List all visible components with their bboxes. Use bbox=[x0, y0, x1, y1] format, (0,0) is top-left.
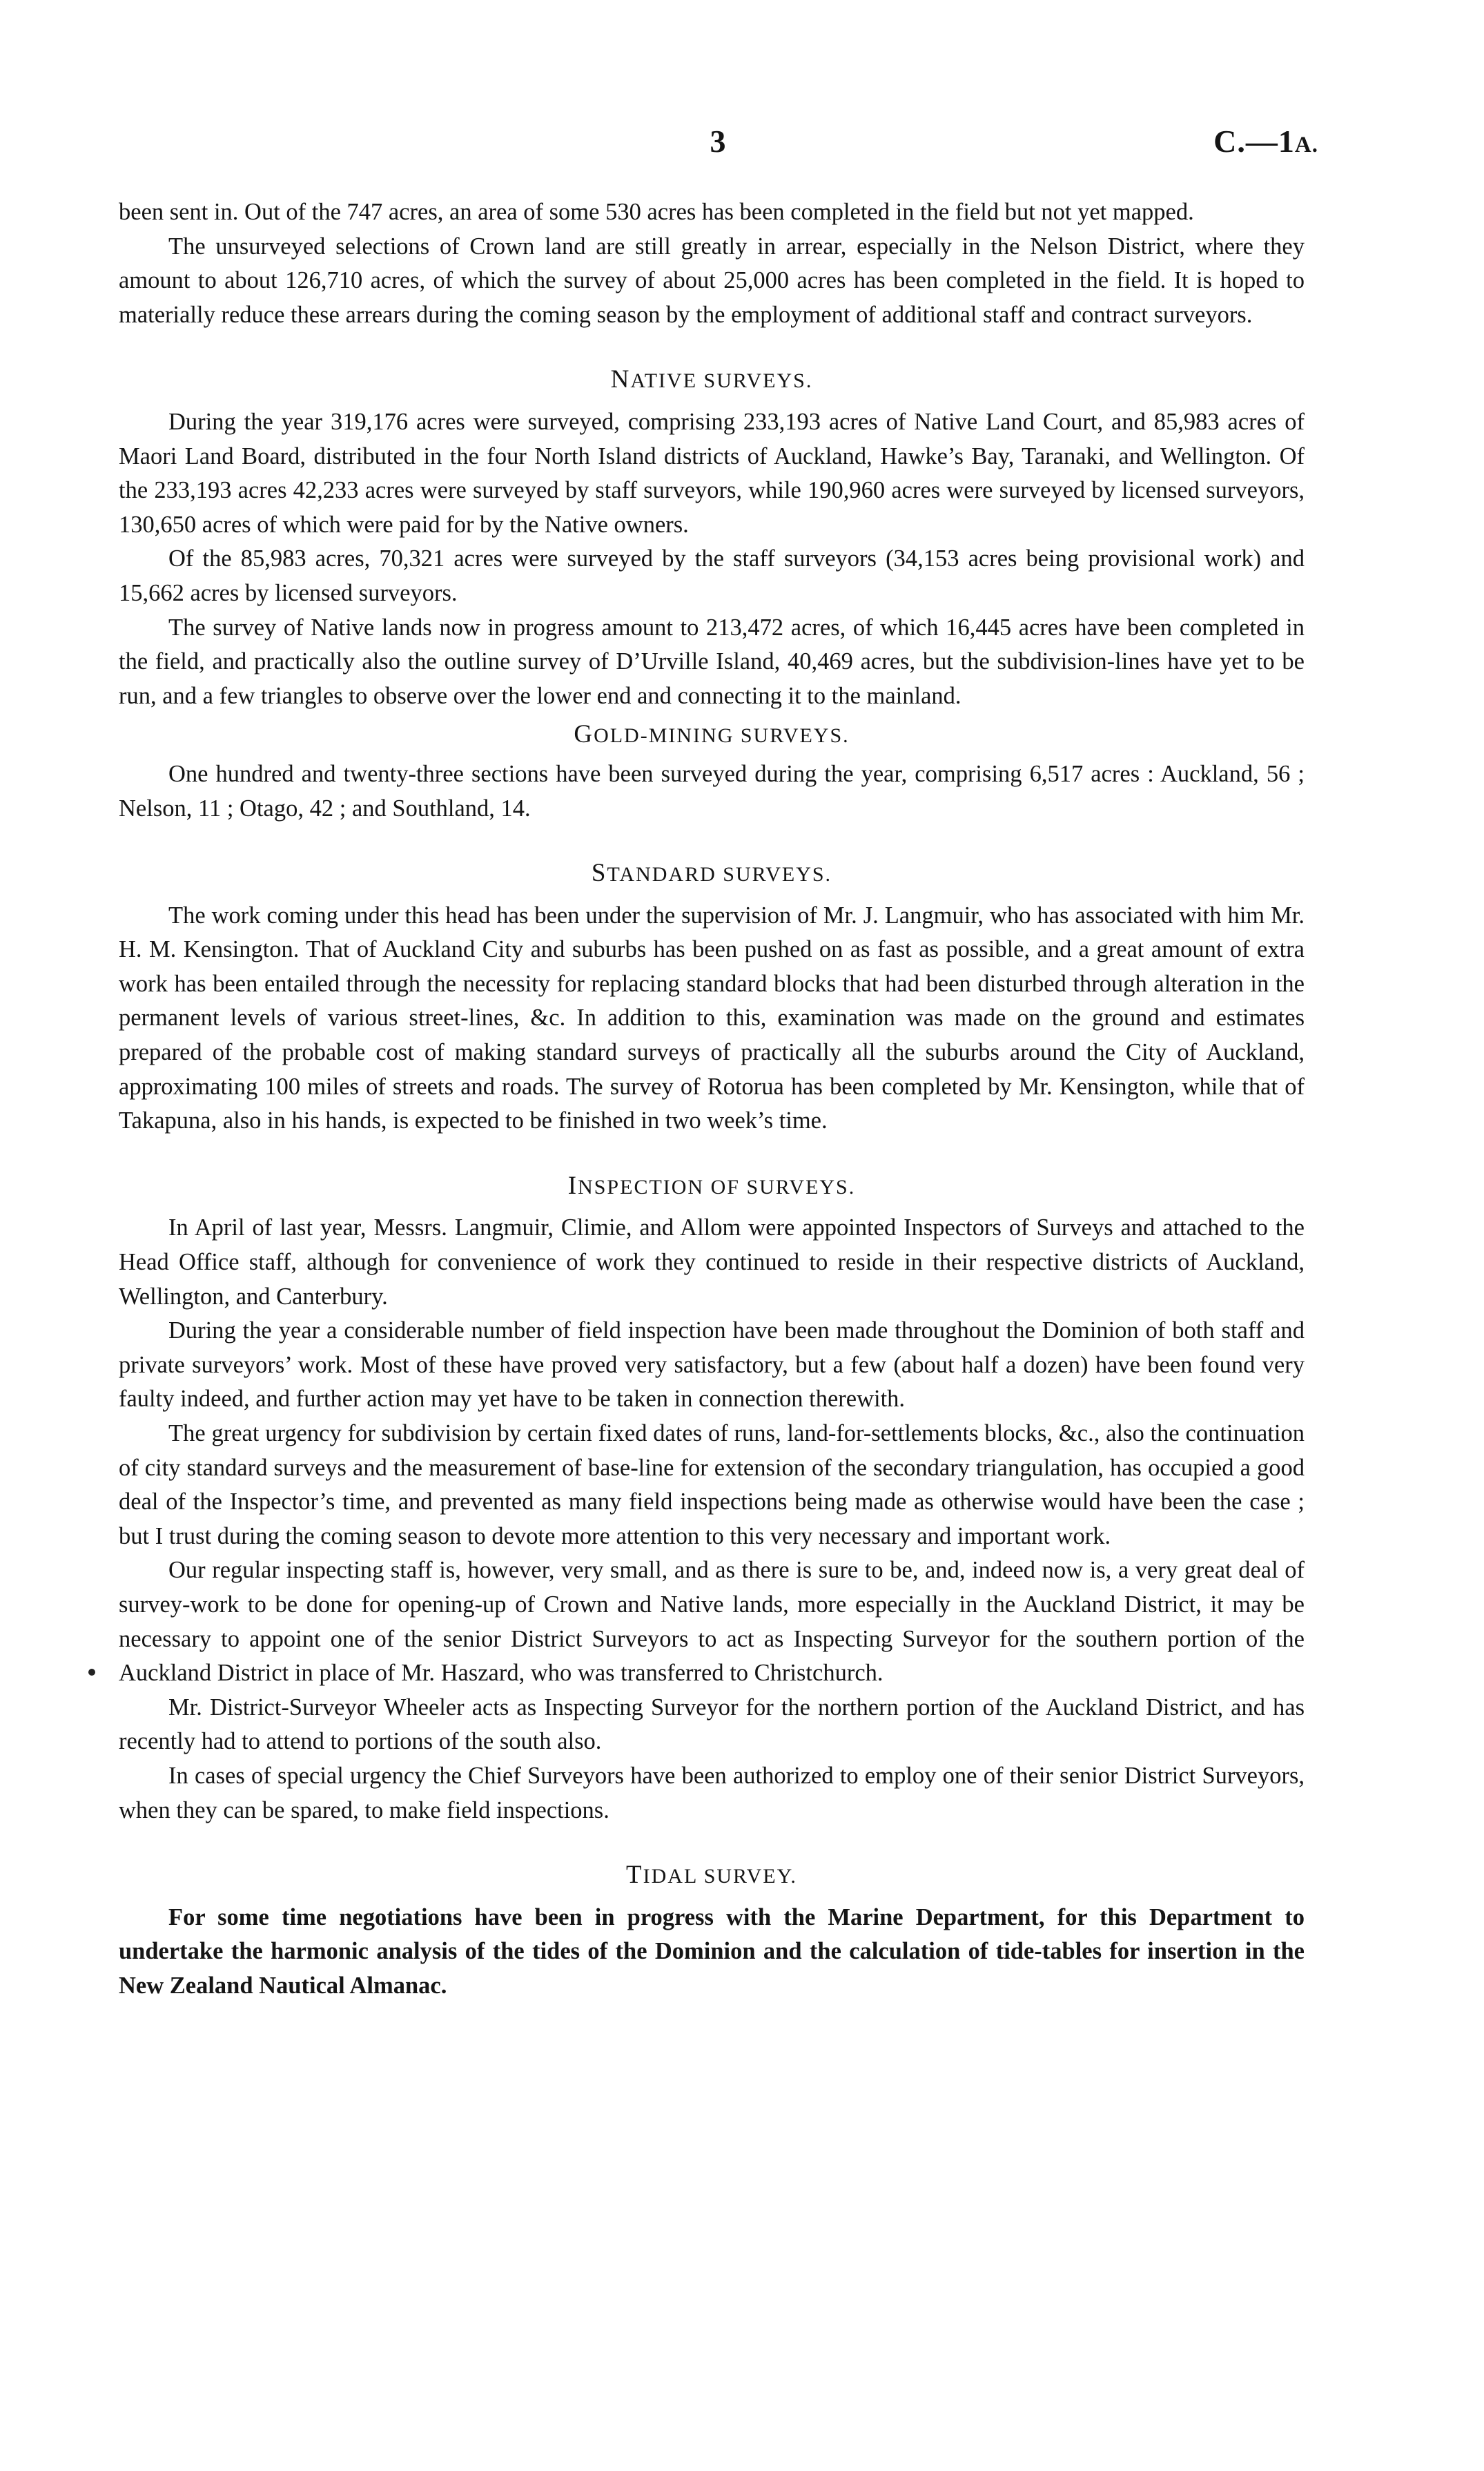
paragraph: Our regular inspecting staff is, however, very small, and as there is sure to be, and, indeed now is, a very great deal of survey-work to be done for opening-up of Crown and Native lands, more especially in the Auckland District, it may be necessary to appoint one of the senior District Surveyors to act as Inspecting Surveyor for the southern portion of the Auckland District in place of Mr. Haszard, who was transferred to Christchurch. bbox=[119, 1557, 1305, 1687]
paragraph: During the year a considerable number of field inspection have been made throughout the Dominion of both staff and private surveyors’ work. Most of these have proved very satisfactory, but a few (about half a dozen) have been found very faulty indeed, and further action may yet have to be taken in connection therewith. bbox=[119, 1317, 1305, 1413]
section-heading-standard-surveys: STANDARD SURVEYS. bbox=[591, 859, 832, 888]
paragraph: been sent in. Out of the 747 acres, an area of some 530 acres has been completed in the field but not yet mapped. bbox=[119, 199, 1194, 225]
paragraph: The work coming under this head has been under the supervision of Mr. J. Langmuir, who has associated with him Mr. H. M. Kensington. That of Auckland City and suburbs has been pushed on as fast as possible, and a great amount of extra work has been entailed through the necessity for replacing standard blocks that had been disturbed through alteration in the permanent levels of various street-lines, &c. In addition to this, examination was made on the ground and estimates prepared of the probable cost of making standard surveys of practically all the suburbs around the City of Auckland, approximating 100 miles of streets and roads. The survey of Rotorua has been completed by Mr. Kensington, while that of Takapuna, also in his hands, is expected to be finished in two week’s time. bbox=[119, 902, 1305, 1134]
paragraph: The great urgency for subdivision by certain fixed dates of runs, land-for-settlements blocks, &c., also the continuation of city standard surveys and the measurement of base-line for extension of the secondary triangulation, has occupied a good deal of the Inspector’s time, and prevented as many field inspections being made as otherwise would have been the case ; but I trust during the coming season to devote more attention to this very necessary and important work. bbox=[119, 1420, 1305, 1549]
paragraph: In cases of special urgency the Chief Surveyors have been authorized to employ one of their senior District Surveyors, when they can be spared, to make field inspections. bbox=[119, 1762, 1305, 1823]
doc-ref-main: C.—1 bbox=[1213, 124, 1295, 159]
section-heading-gold-mining-surveys: GOLD-MINING SURVEYS. bbox=[574, 720, 850, 749]
doc-ref-suffix: A. bbox=[1294, 133, 1318, 157]
page-header bbox=[0, 123, 1484, 171]
section-heading-native-surveys: NATIVE SURVEYS. bbox=[610, 365, 813, 394]
paragraph: Of the 85,983 acres, 70,321 acres were surveyed by the staff surveyors (34,153 acres being provisional work) and 15,662 acres by licensed surveyors. bbox=[119, 545, 1305, 606]
section-heading-inspection-of-surveys: INSPECTION OF SURVEYS. bbox=[567, 1171, 856, 1200]
paragraph: The unsurveyed selections of Crown land are still greatly in arrear, especially in the Nelson District, where they amount to about 126,710 acres, of which the survey of about 25,000 acres has been completed in the field. It is hoped to materially reduce these arrears during the coming season by the employment of additional staff and contract surveyors. bbox=[119, 233, 1305, 328]
paragraph: Mr. District-Surveyor Wheeler acts as Inspecting Surveyor for the northern portion of the Auckland District, and has recently had to attend to portions of the south also. bbox=[119, 1694, 1305, 1755]
margin-mark bbox=[88, 1669, 95, 1676]
body-text bbox=[119, 195, 1305, 2004]
document-reference bbox=[1213, 123, 1318, 159]
paragraph: One hundred and twenty-three sections have been surveyed during the year, comprising 6,517 acres : Auckland, 56 ; Nelson, 11 ; Otago, 42 ; and Southland, 14. bbox=[119, 760, 1305, 822]
page-number: 3 bbox=[710, 124, 726, 159]
paragraph: In April of last year, Messrs. Langmuir, Climie, and Allom were appointed Inspectors of Surveys and attached to the Head Office staff, although for convenience of work they continued to reside in their respective districts of Auckland, Wellington, and Canterbury. bbox=[119, 1214, 1305, 1310]
paragraph: During the year 319,176 acres were surveyed, comprising 233,193 acres of Native Land Court, and 85,983 acres of Maori Land Board, distributed in the four North Island districts of Auckland, Hawke’s Bay, Taranaki, and Wellington. Of the 233,193 acres 42,233 acres were surveyed by staff surveyors, while 190,960 acres were surveyed by licensed surveyors, 130,650 acres of which were paid for by the Native owners. bbox=[119, 408, 1305, 538]
section-heading-tidal-survey: TIDAL SURVEY. bbox=[626, 1861, 797, 1890]
paragraph: For some time negotiations have been in progress with the Marine Department, for this Department to undertake the harmonic analysis of the tides of the Dominion and the calculation of tide-tables for insertion in the New Zealand Nautical Almanac. bbox=[119, 1903, 1305, 1999]
paragraph: The survey of Native lands now in progress amount to 213,472 acres, of which 16,445 acres have been completed in the field, and practically also the outline survey of D’Urville Island, 40,469 acres, but the subdivision-lines have yet to be run, and a few triangles to observe over the lower end and connecting it to the mainland. bbox=[119, 614, 1305, 709]
